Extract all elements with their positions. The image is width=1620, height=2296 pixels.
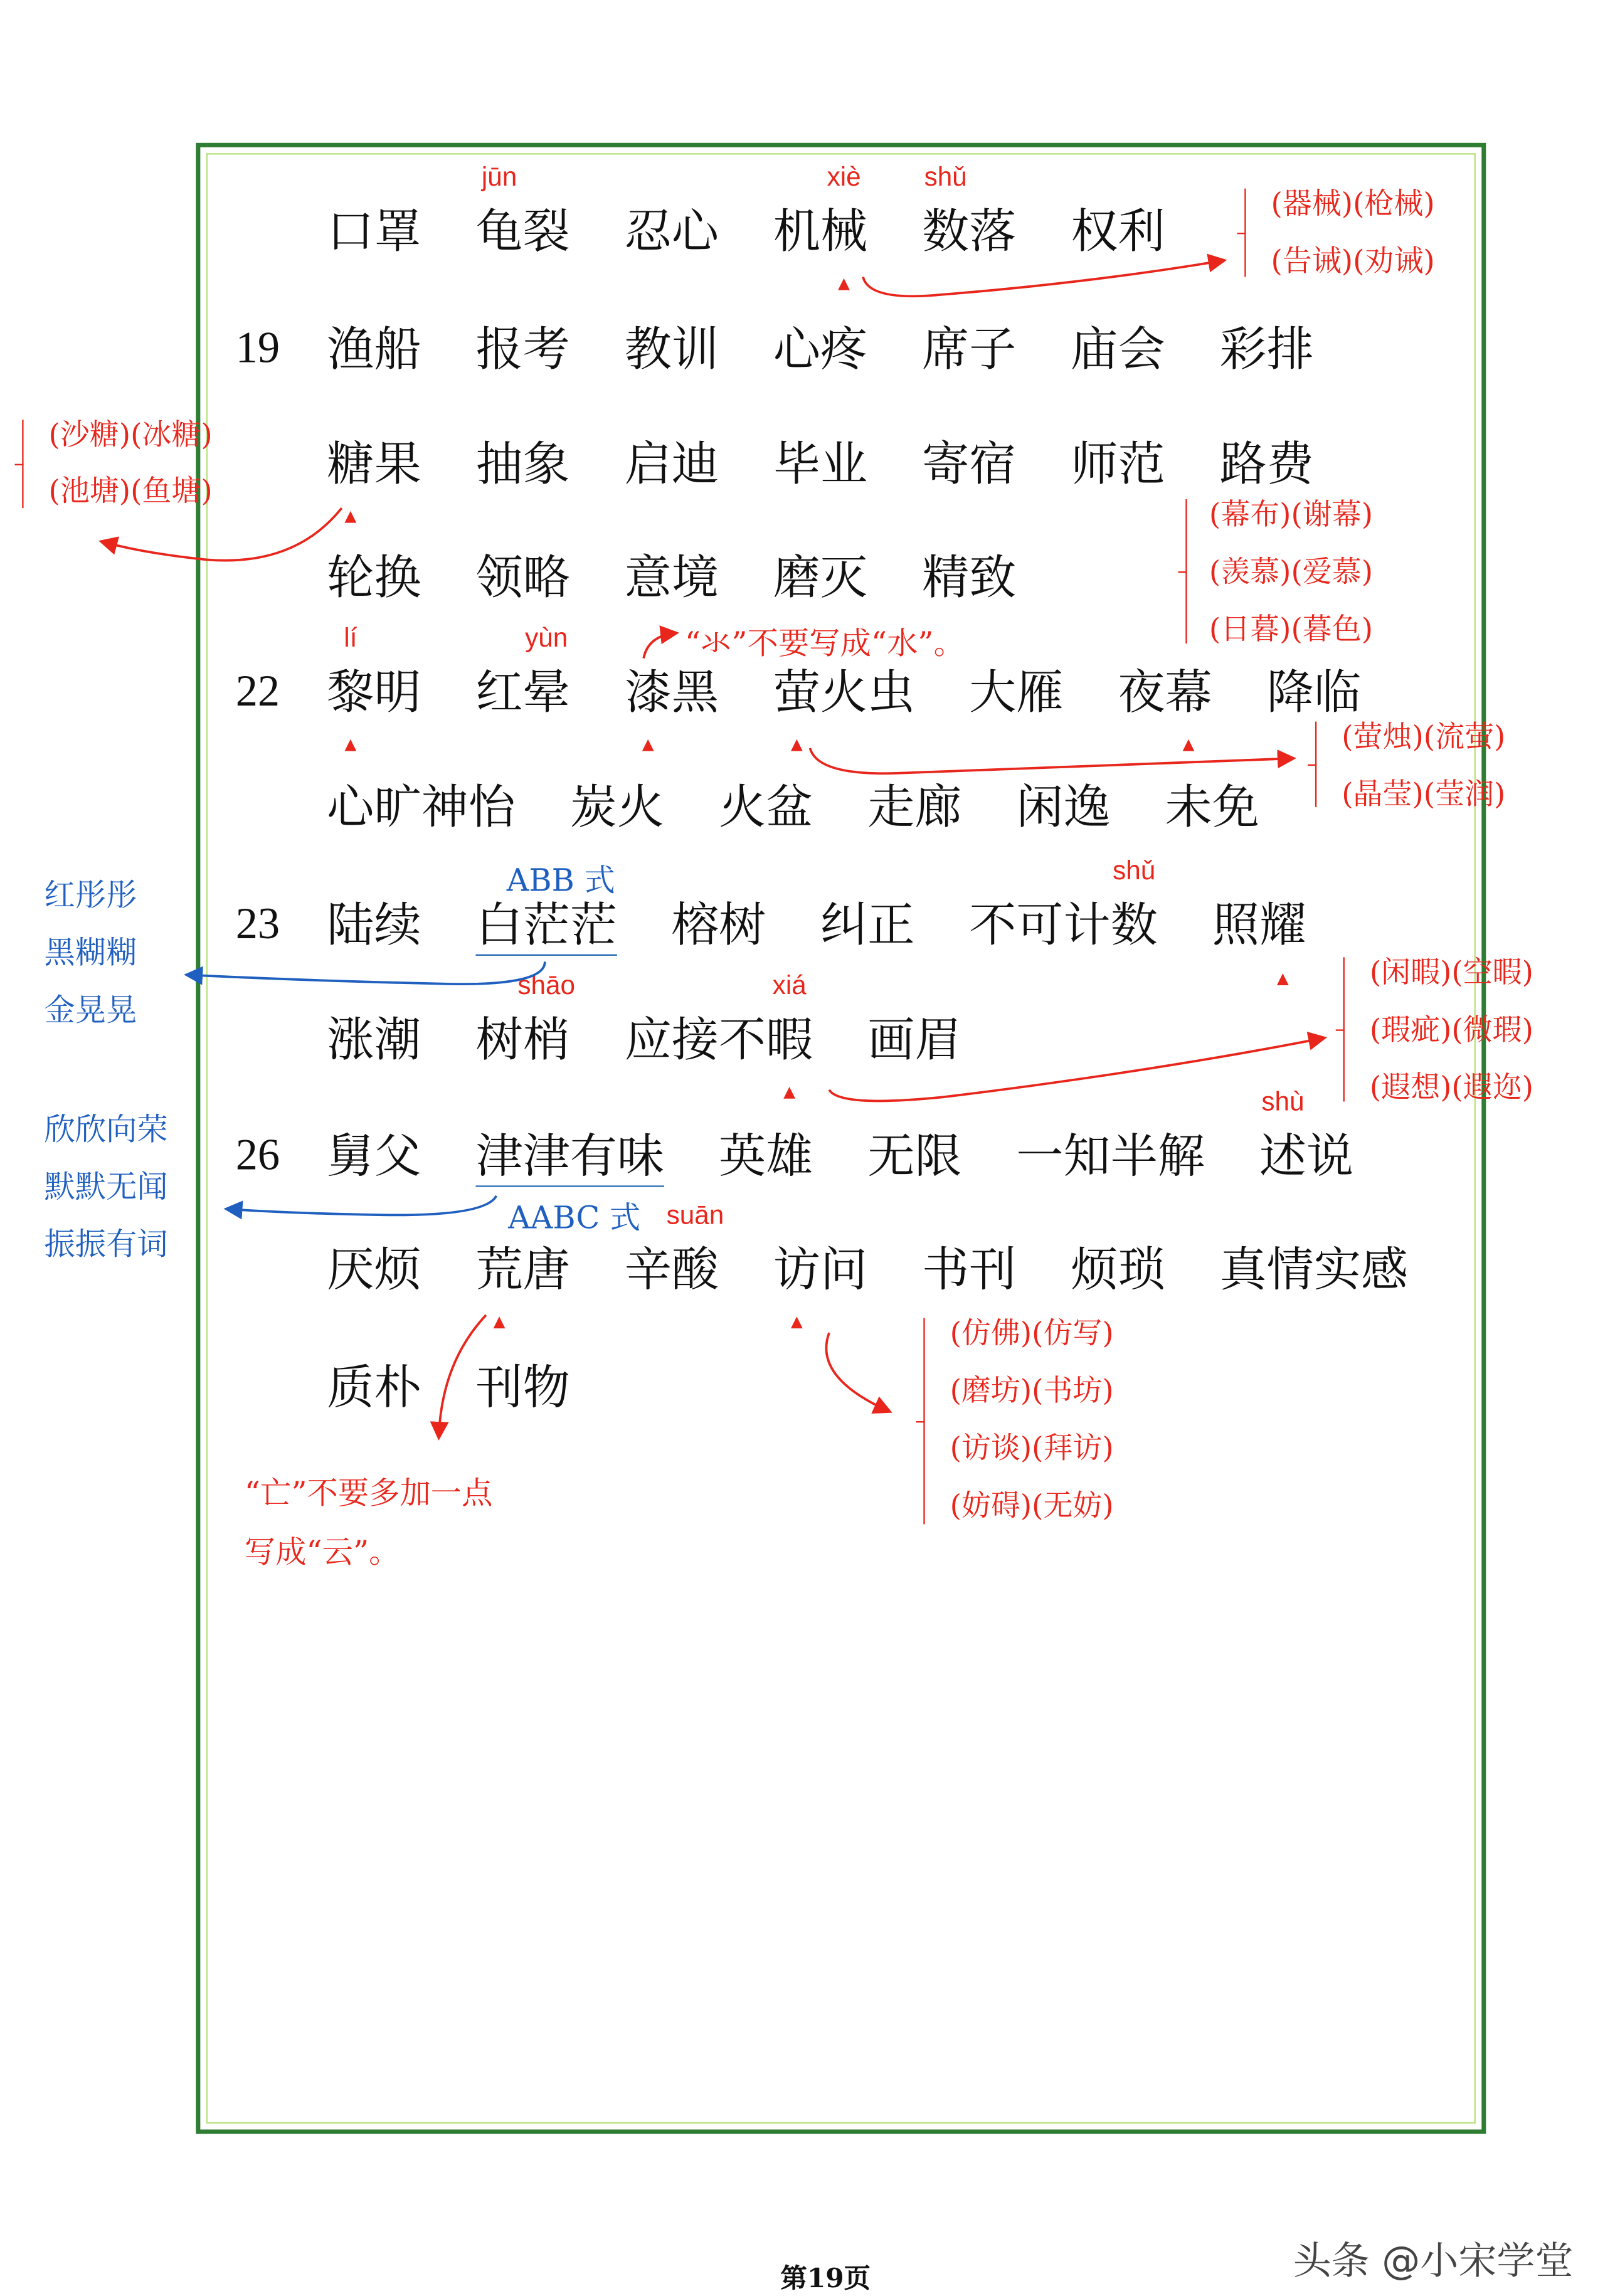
words bbox=[327, 435, 1314, 494]
group-item: (告诫)(劝诫) bbox=[1271, 243, 1435, 278]
group-item: (沙糖)(冰糖) bbox=[48, 416, 213, 452]
words bbox=[327, 1086, 1354, 1186]
triangle-mark-icon bbox=[642, 739, 654, 751]
brace bbox=[22, 420, 32, 508]
group-item: (妨碍)(无妨) bbox=[950, 1487, 1114, 1523]
vocab-word bbox=[672, 895, 766, 955]
vocab-word bbox=[1071, 320, 1165, 379]
vocab-word bbox=[476, 895, 617, 955]
note-shui: “氺”不要写成“水”。 bbox=[684, 625, 965, 662]
lesson-number: 26 bbox=[235, 1131, 280, 1180]
word-text: 红晕 bbox=[475, 664, 570, 721]
group-item: (仿佛)(仿写) bbox=[950, 1315, 1114, 1351]
word-text: 抽象 bbox=[475, 436, 570, 492]
word-row bbox=[236, 970, 962, 1069]
word-text: 寄宿 bbox=[922, 436, 1017, 492]
word-text: 涨潮 bbox=[327, 1012, 421, 1068]
group-item: (日暮)(暮色) bbox=[1209, 611, 1374, 647]
vocab-word bbox=[475, 623, 570, 722]
vocab-word bbox=[867, 1126, 961, 1186]
triangle-mark-icon bbox=[791, 1316, 803, 1328]
brace bbox=[1244, 189, 1254, 277]
lesson-number: 22 bbox=[235, 667, 280, 716]
group-ying bbox=[1315, 718, 1506, 812]
word-text: 辛酸 bbox=[624, 1241, 719, 1298]
vocab-word bbox=[624, 970, 813, 1069]
word-text: 书刊 bbox=[922, 1241, 1017, 1298]
brace bbox=[1343, 957, 1353, 1101]
pinyin: shù bbox=[1261, 1086, 1305, 1116]
word-text: 磨灭 bbox=[773, 549, 868, 606]
aabc-examples bbox=[44, 1113, 167, 1286]
word-text: 火盆 bbox=[718, 779, 813, 835]
vocab-word bbox=[327, 1358, 421, 1417]
aabc-example: 欣欣向荣 bbox=[44, 1111, 168, 1148]
vocab-word bbox=[1220, 435, 1314, 494]
aabc-example: 振振有词 bbox=[44, 1227, 168, 1262]
vocab-word bbox=[327, 895, 421, 955]
abb-examples bbox=[44, 879, 137, 1052]
group-item: (闲暇)(空暇) bbox=[1369, 954, 1533, 990]
word-text: 龟裂 bbox=[475, 203, 570, 260]
words bbox=[327, 1358, 570, 1417]
word-text: 庙会 bbox=[1071, 320, 1165, 378]
word-text: 一知半解 bbox=[1016, 1127, 1205, 1183]
word-text: 访问 bbox=[773, 1241, 868, 1298]
group-item: (池塘)(鱼塘) bbox=[48, 472, 213, 509]
vocab-word bbox=[773, 1240, 867, 1299]
word-text: 权利 bbox=[1071, 203, 1165, 260]
words bbox=[327, 548, 1016, 607]
word-row bbox=[236, 548, 1017, 607]
word-text: 荒唐 bbox=[475, 1241, 570, 1298]
vocab-word bbox=[969, 663, 1063, 722]
group-item: (幕布)(谢幕) bbox=[1209, 496, 1374, 532]
triangle-mark-icon bbox=[344, 739, 356, 751]
group-item: (瑕疵)(微瑕) bbox=[1369, 1012, 1533, 1047]
note-wang-1: “亡”不要多加一点 bbox=[244, 1475, 493, 1511]
pinyin: shǔ bbox=[924, 162, 967, 192]
word-row bbox=[236, 320, 1314, 379]
vocab-word bbox=[327, 435, 421, 494]
vocab-word bbox=[1016, 778, 1110, 837]
label-abb: ABB 式 bbox=[506, 863, 615, 899]
vocab-word bbox=[1016, 1126, 1205, 1186]
vocab-word bbox=[1071, 435, 1165, 494]
word-text: 应接不暇 bbox=[624, 1012, 813, 1068]
word-text: 漆黑 bbox=[624, 664, 719, 721]
pinyin: suān bbox=[666, 1200, 724, 1230]
word-row bbox=[236, 778, 1259, 837]
vocab-word bbox=[476, 1358, 570, 1417]
pinyin: shǔ bbox=[1113, 855, 1156, 885]
word-text: 精致 bbox=[922, 549, 1017, 606]
word-row bbox=[236, 1358, 570, 1417]
vocab-word bbox=[1118, 663, 1212, 722]
vocab-word bbox=[867, 778, 961, 837]
vocab-word bbox=[327, 548, 421, 607]
word-text: 轮换 bbox=[327, 549, 421, 606]
vocab-word bbox=[625, 663, 719, 722]
vocab-word bbox=[476, 1240, 570, 1299]
word-text: 口罩 bbox=[327, 203, 421, 260]
word-text: 萤火虫 bbox=[773, 664, 915, 721]
vocab-word bbox=[625, 435, 719, 494]
vocab-word bbox=[773, 435, 867, 494]
word-text: 画眉 bbox=[867, 1012, 962, 1068]
word-text: 师范 bbox=[1071, 436, 1165, 492]
group-item: (羡慕)(爱慕) bbox=[1209, 553, 1374, 590]
word-text: 津津有味 bbox=[475, 1127, 665, 1183]
vocab-word bbox=[327, 1010, 421, 1069]
group-item: (磨坊)(书坊) bbox=[950, 1372, 1114, 1408]
word-text: 心疼 bbox=[773, 320, 868, 378]
label-aabc: AABC 式 bbox=[508, 1200, 641, 1236]
word-text: 数落 bbox=[922, 203, 1017, 260]
vocab-word bbox=[922, 1240, 1016, 1299]
word-text: 榕树 bbox=[671, 896, 766, 953]
brace bbox=[923, 1318, 933, 1525]
vocab-word bbox=[1220, 320, 1314, 379]
vocab-word bbox=[327, 202, 421, 261]
word-text: 无限 bbox=[867, 1127, 962, 1183]
word-text: 教训 bbox=[624, 320, 719, 378]
vocab-word bbox=[327, 623, 421, 722]
vocab-word bbox=[922, 320, 1016, 379]
word-text: 启迪 bbox=[624, 436, 719, 492]
vocab-word bbox=[867, 1010, 961, 1069]
word-text: 降临 bbox=[1266, 664, 1361, 721]
word-text: 席子 bbox=[922, 320, 1017, 378]
vocab-word bbox=[476, 435, 570, 494]
lesson-number: 23 bbox=[235, 899, 280, 949]
vocab-word bbox=[476, 1126, 665, 1186]
word-text: 未免 bbox=[1165, 779, 1259, 835]
group-item: (访谈)(拜访) bbox=[950, 1430, 1114, 1466]
word-row bbox=[236, 435, 1314, 494]
pinyin: xiè bbox=[827, 162, 861, 192]
word-text: 炭火 bbox=[569, 779, 665, 835]
page-number: 第19页 bbox=[780, 2263, 871, 2295]
abb-example: 金晃晃 bbox=[44, 992, 137, 1029]
word-text: 树梢 bbox=[475, 1012, 570, 1068]
word-text: 厌烦 bbox=[327, 1241, 421, 1298]
word-text: 质朴 bbox=[327, 1359, 421, 1415]
vocab-word bbox=[773, 162, 868, 261]
brace bbox=[1315, 722, 1325, 807]
triangle-mark-icon bbox=[344, 511, 356, 523]
word-text: 大雁 bbox=[969, 664, 1064, 721]
pinyin: shāo bbox=[517, 970, 576, 1000]
vocab-word bbox=[1220, 1240, 1409, 1299]
words bbox=[327, 320, 1314, 379]
triangle-mark-icon bbox=[1183, 739, 1195, 751]
word-text: 彩排 bbox=[1219, 320, 1314, 378]
vocab-word bbox=[773, 663, 914, 722]
vocab-word bbox=[719, 1126, 813, 1186]
vocab-word bbox=[625, 202, 719, 261]
vocab-word bbox=[1071, 1240, 1165, 1299]
word-row bbox=[235, 1086, 1354, 1185]
vocab-word bbox=[624, 1200, 724, 1299]
word-text: 纠正 bbox=[820, 896, 915, 953]
vocab-word bbox=[1071, 202, 1165, 261]
words bbox=[327, 778, 1259, 837]
abb-example: 黑糊糊 bbox=[44, 935, 137, 971]
abb-example: 红彤彤 bbox=[44, 877, 137, 913]
triangle-mark-icon bbox=[494, 1316, 506, 1328]
vocab-word bbox=[475, 970, 576, 1069]
triangle-mark-icon bbox=[783, 1087, 795, 1099]
word-text: 述说 bbox=[1259, 1127, 1354, 1183]
word-text: 领略 bbox=[475, 549, 570, 606]
vocab-word bbox=[1165, 778, 1259, 837]
vocab-word bbox=[327, 778, 516, 837]
word-text: 忍心 bbox=[624, 203, 719, 260]
pinyin: yùn bbox=[525, 623, 568, 653]
word-text: 机械 bbox=[773, 203, 868, 260]
group-xie bbox=[1244, 185, 1435, 278]
word-text: 糖果 bbox=[327, 436, 421, 492]
word-text: 英雄 bbox=[718, 1127, 813, 1183]
word-text: 不可计数 bbox=[969, 896, 1158, 953]
watermark: 头条 @小宋学堂 bbox=[1293, 2240, 1574, 2285]
word-text: 刊物 bbox=[475, 1359, 570, 1415]
triangle-mark-icon bbox=[1277, 973, 1289, 985]
vocab-word bbox=[476, 320, 570, 379]
pinyin: lí bbox=[344, 623, 357, 653]
vocab-word bbox=[625, 320, 719, 379]
group-item: (晶莹)(莹润) bbox=[1342, 776, 1506, 812]
vocab-word bbox=[570, 778, 664, 837]
word-text: 黎明 bbox=[327, 664, 421, 721]
vocab-word bbox=[773, 320, 867, 379]
word-text: 意境 bbox=[624, 549, 719, 606]
word-text: 闲逸 bbox=[1016, 779, 1111, 835]
word-text: 报考 bbox=[475, 320, 570, 378]
word-row bbox=[236, 162, 1165, 261]
vocab-word bbox=[773, 548, 867, 607]
word-text: 白茫茫 bbox=[475, 896, 617, 953]
note-wang-2: 写成“云”。 bbox=[244, 1534, 400, 1570]
word-text: 毕业 bbox=[773, 436, 868, 492]
aabc-example: 默默无闻 bbox=[44, 1169, 168, 1205]
words bbox=[327, 970, 962, 1069]
vocab-word bbox=[820, 895, 914, 955]
word-text: 舅父 bbox=[327, 1127, 421, 1183]
vocab-word bbox=[475, 162, 570, 261]
vocab-word bbox=[327, 320, 421, 379]
vocab-word bbox=[1259, 1086, 1354, 1186]
triangle-mark-icon bbox=[791, 739, 803, 751]
word-text: 真情实感 bbox=[1219, 1241, 1409, 1298]
vocab-word bbox=[327, 1240, 421, 1299]
group-item: (萤烛)(流萤) bbox=[1342, 718, 1506, 754]
group-mu bbox=[1185, 496, 1374, 647]
vocab-word bbox=[922, 162, 1017, 261]
word-text: 渔船 bbox=[327, 320, 421, 378]
group-item: (器械)(枪械) bbox=[1271, 185, 1435, 221]
vocab-word bbox=[969, 855, 1158, 955]
group-xia bbox=[1343, 954, 1533, 1105]
vocab-word bbox=[922, 435, 1016, 494]
word-text: 陆续 bbox=[327, 896, 421, 953]
vocab-word bbox=[476, 548, 570, 607]
pinyin: jūn bbox=[481, 162, 517, 192]
group-fang bbox=[923, 1315, 1114, 1525]
vocab-word bbox=[1212, 895, 1306, 955]
word-text: 照耀 bbox=[1212, 896, 1307, 953]
group-tang bbox=[22, 416, 213, 509]
brace bbox=[1185, 499, 1195, 643]
vocab-word bbox=[719, 778, 813, 837]
pinyin: xiá bbox=[772, 970, 807, 1000]
group-item: (遐想)(遐迩) bbox=[1369, 1069, 1533, 1105]
triangle-mark-icon bbox=[838, 278, 850, 290]
word-text: 烦琐 bbox=[1071, 1241, 1165, 1298]
word-text: 路费 bbox=[1219, 436, 1314, 492]
vocab-word bbox=[327, 1126, 421, 1186]
lesson-number: 19 bbox=[235, 324, 280, 373]
vocab-word bbox=[1267, 663, 1361, 722]
vocab-word bbox=[625, 548, 719, 607]
word-text: 走廊 bbox=[867, 779, 962, 835]
words bbox=[327, 162, 1165, 261]
word-text: 心旷神怡 bbox=[327, 779, 516, 835]
vocab-word bbox=[922, 548, 1016, 607]
word-text: 夜幕 bbox=[1118, 664, 1212, 721]
